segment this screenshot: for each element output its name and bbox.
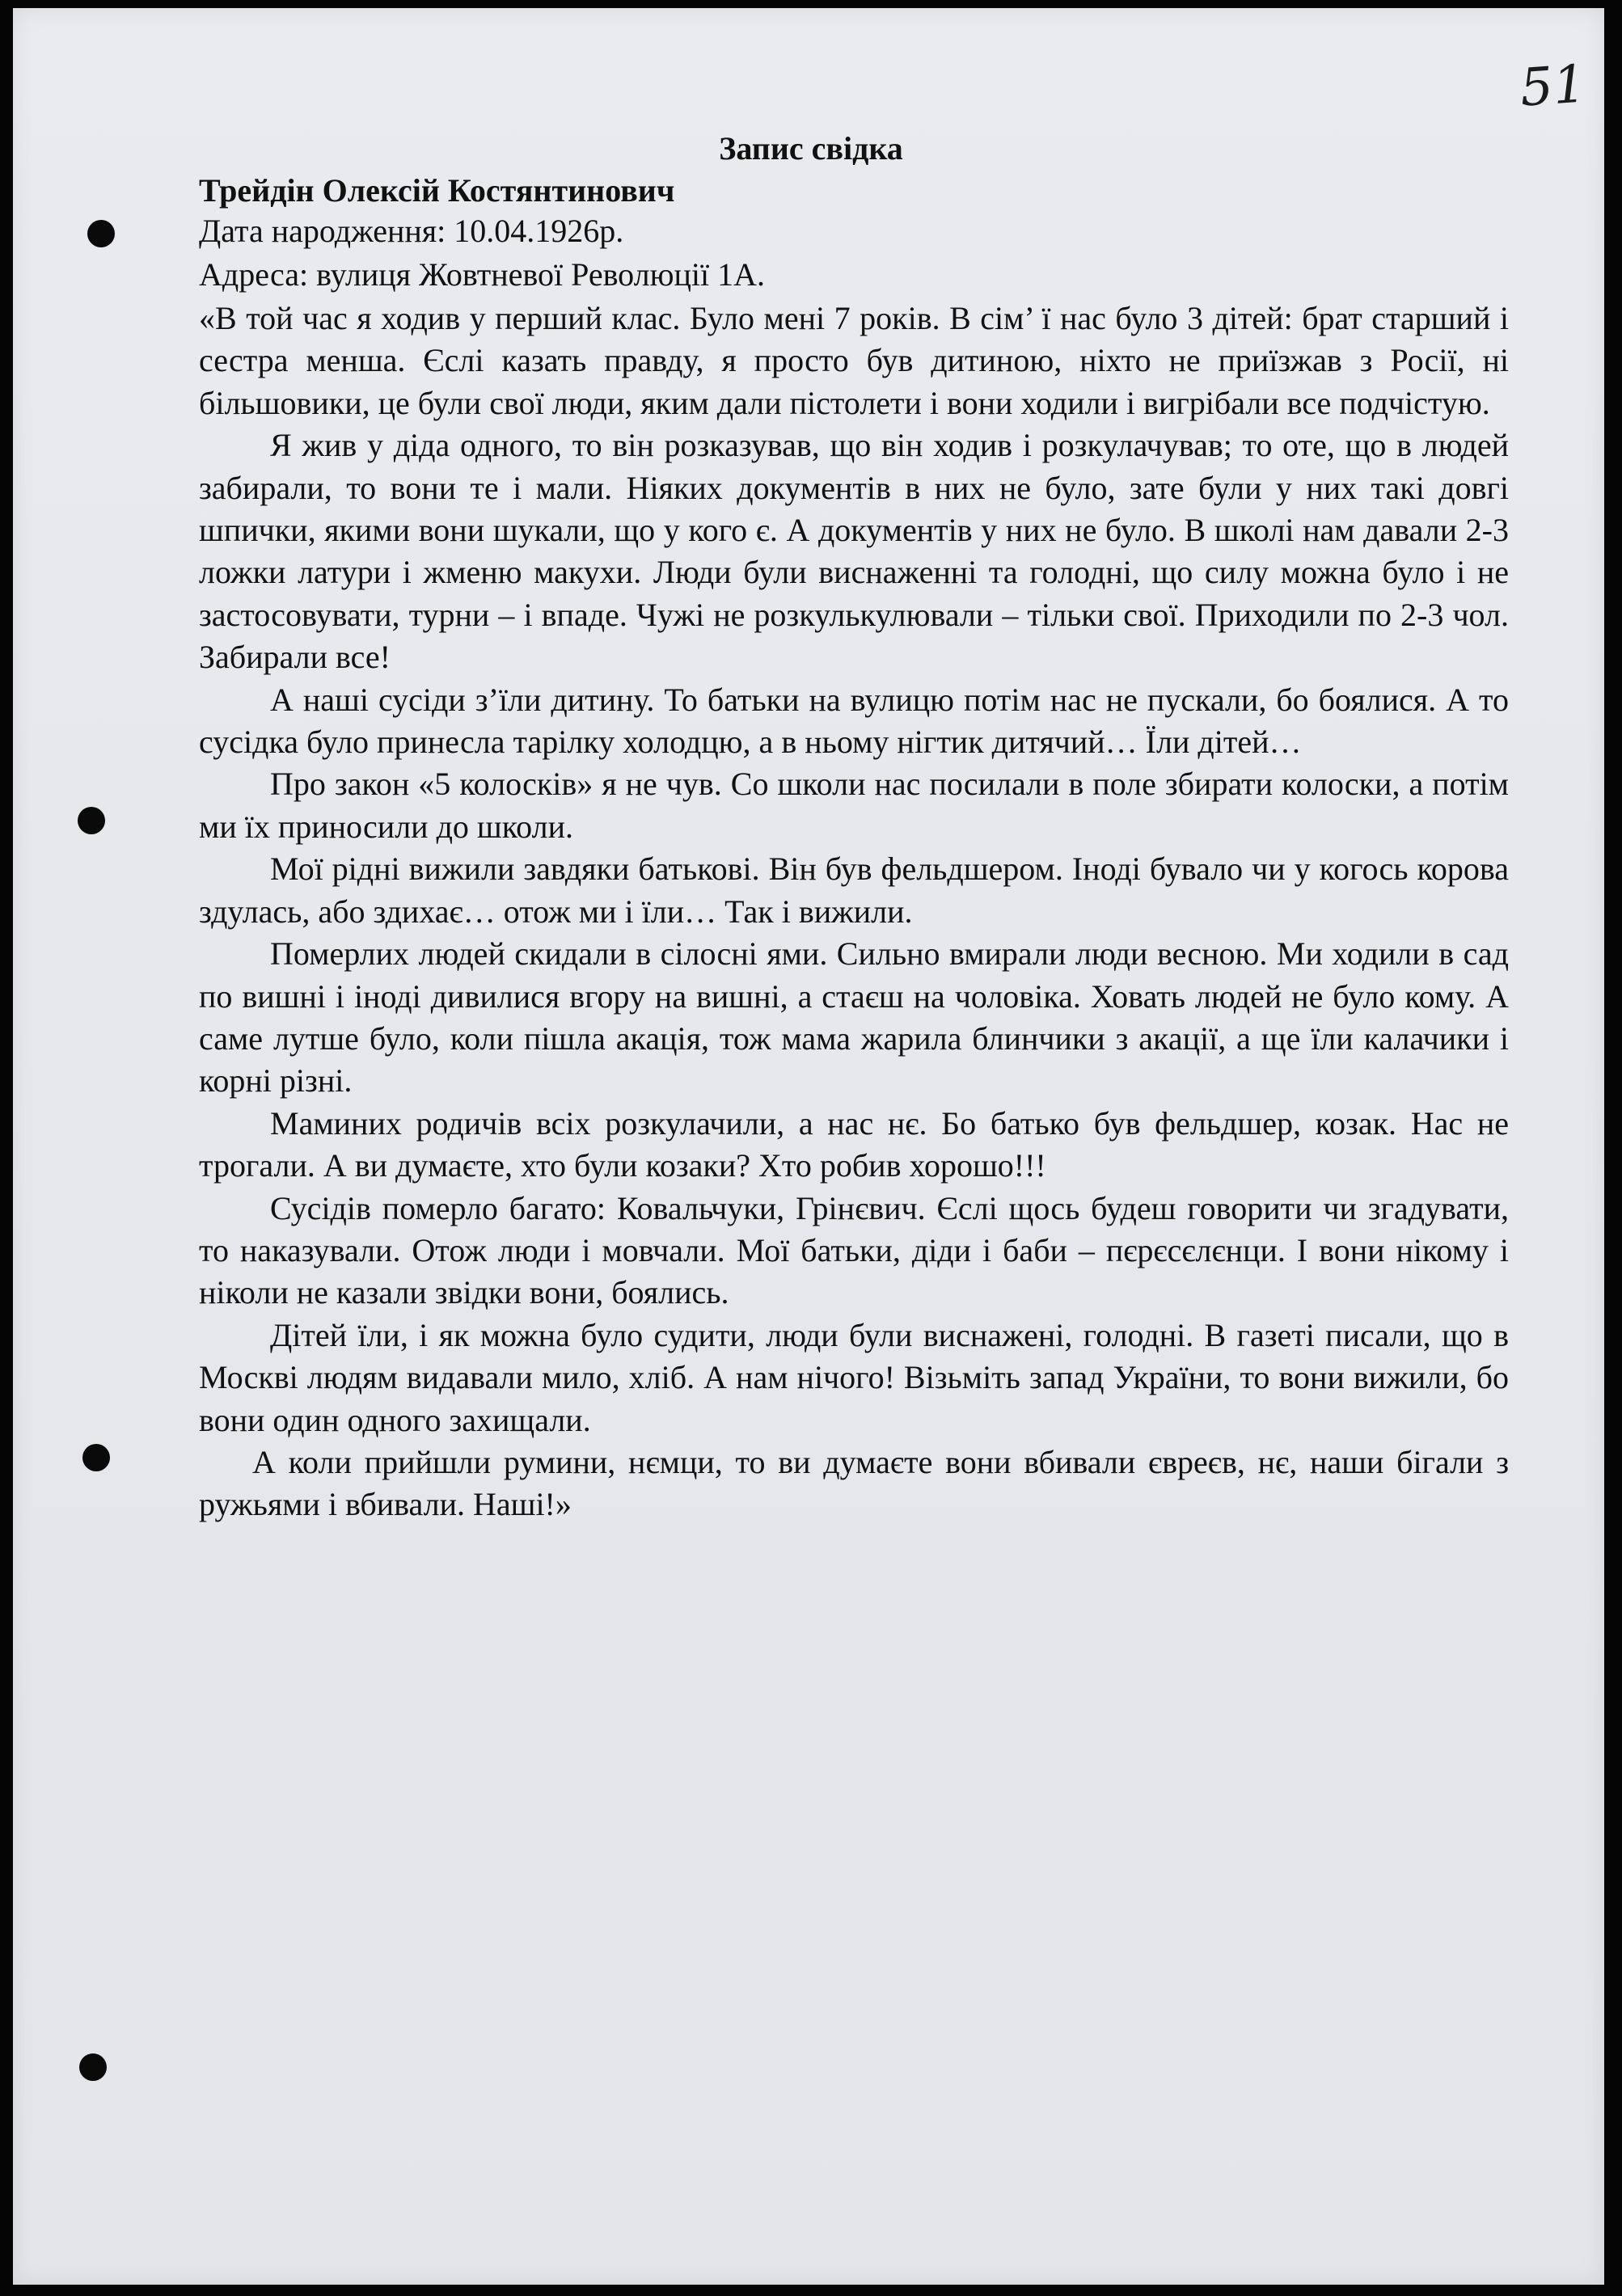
punch-hole-3 <box>82 1444 110 1471</box>
paragraph-7: Маминих родичів всіх розкулачили, а нас нє. Бо батько був фельдшер, козак. Нас не трогали. А ви думаєте, хто були козаки? Хто робив хорошо!!! <box>199 1104 1509 1184</box>
paragraph-8: Сусідів померло багато: Ковальчуки, Грінєвич. Єслі щось будеш говорити чи згадувати, то наказували. Отож люди і мовчали. Мої батьки, діди і баби – пєрєсєлєнци. І вони нікому і ніколи не казали звідки вони, боялись. <box>199 1189 1509 1311</box>
paragraph-5: Мої рідні вижили завдяки батькові. Він був фельдшером. Іноді бувало чи у когось корова здулась, або здихає… отож ми і їли… Так і вижили. <box>199 850 1509 930</box>
paragraph-2: Я жив у діда одного, то він розказував, що він ходив і розкулачував; то оте, що в людей забирали, то вони те і мали. Ніяких документів в них не було, зате були у них такі довгі шпички, якими вони шукали, що у кого є. А документів у них не було. В школі нам давали 2-3 ложки латури і жменю макухи. Люди були виснаженні та голодні, що силу можна було і не застосовувати, турни – і впаде. Чужі не розкулькулювали – тільки свої. Приходили по 2-3 чол. Забирали все! <box>199 427 1509 676</box>
address: Адреса: вулиця Жовтневої Революції 1А. <box>199 256 766 293</box>
document-title: Запис свідка <box>719 130 903 167</box>
page-number: 51 <box>1518 54 1588 119</box>
punch-hole-1 <box>87 220 115 247</box>
punch-hole-2 <box>78 807 105 834</box>
paragraph-9: Дітей їли, і як можна було судити, люди були виснажені, голодні. В газеті писали, що в Москві людям видавали мило, хліб. А нам нічого! Візьміть запад України, то вони вижили, бо вони один одного захищали. <box>199 1316 1509 1438</box>
testimony-body <box>199 298 1509 1526</box>
paragraph-6: Померлих людей скидали в сілосні ями. Сильно вмирали люди весною. Ми ходили в сад по вишні і іноді дивилися вгору на вишні, а стаєш на чоловіка. Ховать людей не було кому. А саме лутше було, коли пішла акація, тож мама жарила блинчики з акації, а ще їли калачики і корні різні. <box>199 935 1509 1099</box>
paragraph-3: А наші сусіди з’їли дитину. То батьки на вулицю потім нас не пускали, бо боялися. А то сусідка було принесла тарілку холодцю, а в ньому нігтик дитячий… Їли дітей… <box>199 681 1509 761</box>
witness-name: Трейдін Олексій Костянтинович <box>199 172 675 209</box>
paragraph-1: «В той час я ходив у перший клас. Було мені 7 років. В сім’ ї нас було 3 дітей: брат старший і сестра менша. Єслі казать правду, я просто був дитиною, ніхто не приїзжав з Росії, ні більшовики, це були свої люди, яким дали пістолети і вони ходили і вигрібали все подчістую. <box>199 300 1509 421</box>
paragraph-4: Про закон «5 колосків» я не чув. Со школи нас посилали в поле збирати колоски, а потім ми їх приносили до школи. <box>199 766 1509 845</box>
paragraph-10: А коли прийшли румини, нємци, то ви думаєте вони вбивали євреєв, нє, наши бігали з ружьями і вбивали. Наші!» <box>199 1443 1509 1523</box>
punch-hole-4 <box>79 2053 107 2081</box>
birth-date: Дата народження: 10.04.1926р. <box>199 213 624 249</box>
